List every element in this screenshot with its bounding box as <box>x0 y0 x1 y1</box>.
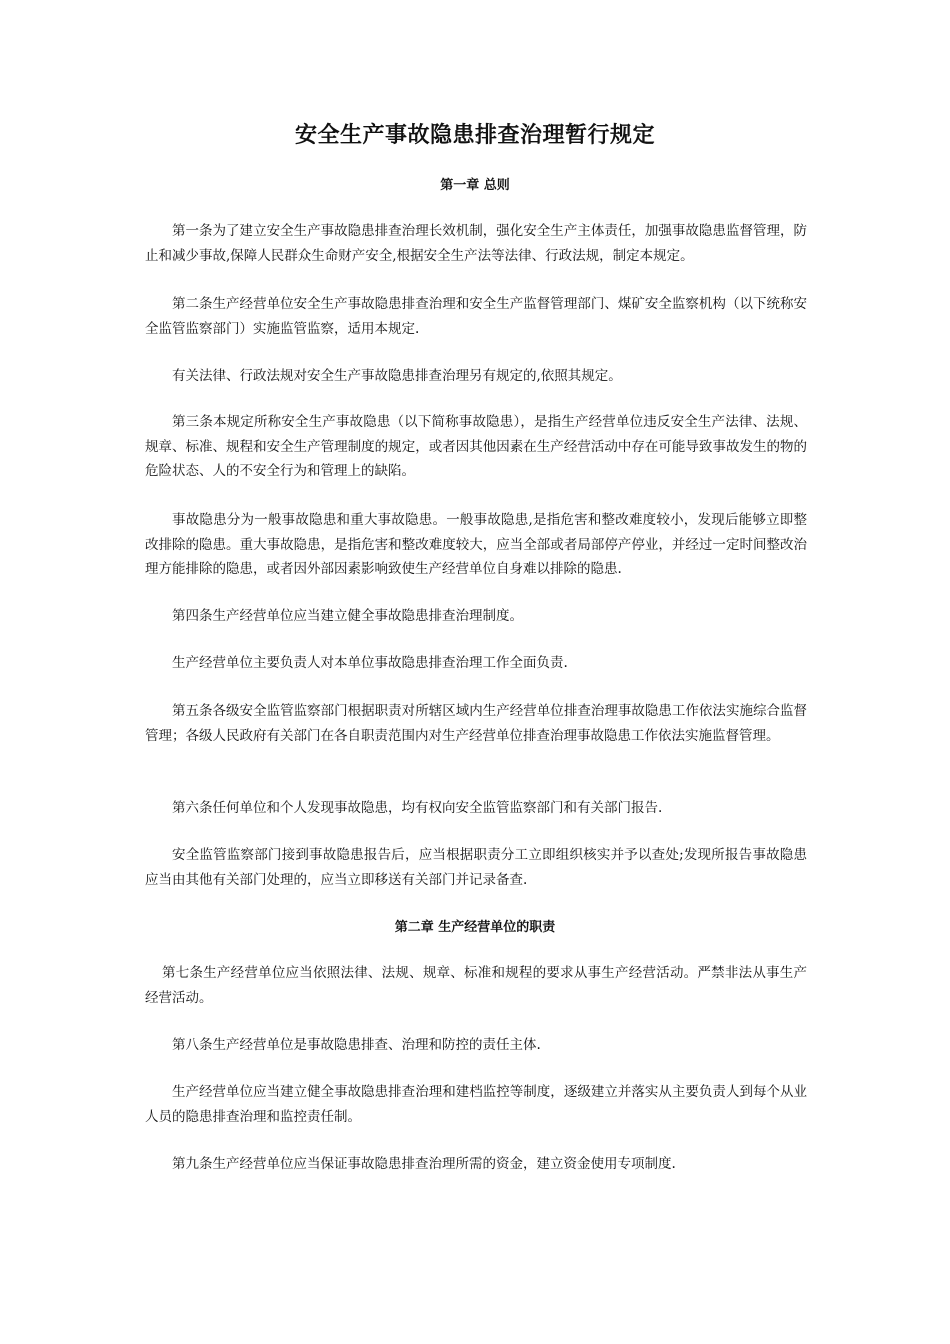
paragraph: 事故隐患分为一般事故隐患和重大事故隐患。一般事故隐患,是指危害和整改难度较小，发现后能够立即整改排除的隐患。重大事故隐患，是指危害和整改难度较大，应当全部或者局部停产停业，并经过一定时间整改治理方能排除的隐患，或者因外部因素影响致使生产经营单位自身难以排除的隐患. <box>145 512 807 577</box>
paragraph: 第九条生产经营单位应当保证事故隐患排查治理所需的资金，建立资金使用专项制度. <box>172 1156 676 1172</box>
chapter-heading: 第二章 生产经营单位的职责 <box>394 920 556 935</box>
paragraph: 第一条为了建立安全生产事故隐患排查治理长效机制，强化安全生产主体责任，加强事故隐患监督管理，防止和减少事故,保障人民群众生命财产安全,根据安全生产法等法律、行政法规，制定本规定。 <box>145 223 807 264</box>
paragraph: 第三条本规定所称安全生产事故隐患（以下简称事故隐患），是指生产经营单位违反安全生产法律、法规、规章、标准、规程和安全生产管理制度的规定，或者因其他因素在生产经营活动中存在可能导致事故发生的物的危险状态、人的不安全行为和管理上的缺陷。 <box>145 414 807 479</box>
paragraph: 第二条生产经营单位安全生产事故隐患排查治理和安全生产监督管理部门、煤矿安全监察机构（以下统称安全监管监察部门）实施监管监察，适用本规定. <box>145 296 807 337</box>
paragraph: 生产经营单位主要负责人对本单位事故隐患排查治理工作全面负责. <box>172 655 568 671</box>
paragraph: 有关法律、行政法规对安全生产事故隐患排查治理另有规定的,依照其规定。 <box>172 368 622 384</box>
paragraph: 第五条各级安全监管监察部门根据职责对所辖区域内生产经营单位排查治理事故隐患工作依法实施综合监督管理；各级人民政府有关部门在各自职责范围内对生产经营单位排查治理事故隐患工作依法实施监督管理。 <box>145 703 807 744</box>
paragraph: 第六条任何单位和个人发现事故隐患，均有权向安全监管监察部门和有关部门报告. <box>172 800 663 816</box>
paragraph: 第七条生产经营单位应当依照法律、法规、规章、标准和规程的要求从事生产经营活动。严禁非法从事生产经营活动。 <box>145 965 807 1006</box>
paragraph: 生产经营单位应当建立健全事故隐患排查治理和建档监控等制度，逐级建立并落实从主要负责人到每个从业人员的隐患排查治理和监控责任制。 <box>145 1084 807 1125</box>
chapter-heading: 第一章 总则 <box>440 178 510 193</box>
paragraph: 第四条生产经营单位应当建立健全事故隐患排查治理制度。 <box>172 608 523 624</box>
paragraph: 安全监管监察部门接到事故隐患报告后，应当根据职责分工立即组织核实并予以查处;发现所报告事故隐患应当由其他有关部门处理的，应当立即移送有关部门并记录备查. <box>145 847 807 888</box>
paragraph: 第八条生产经营单位是事故隐患排查、治理和防控的责任主体. <box>172 1037 541 1053</box>
document-title: 安全生产事故隐患排查治理暂行规定 <box>294 123 655 148</box>
